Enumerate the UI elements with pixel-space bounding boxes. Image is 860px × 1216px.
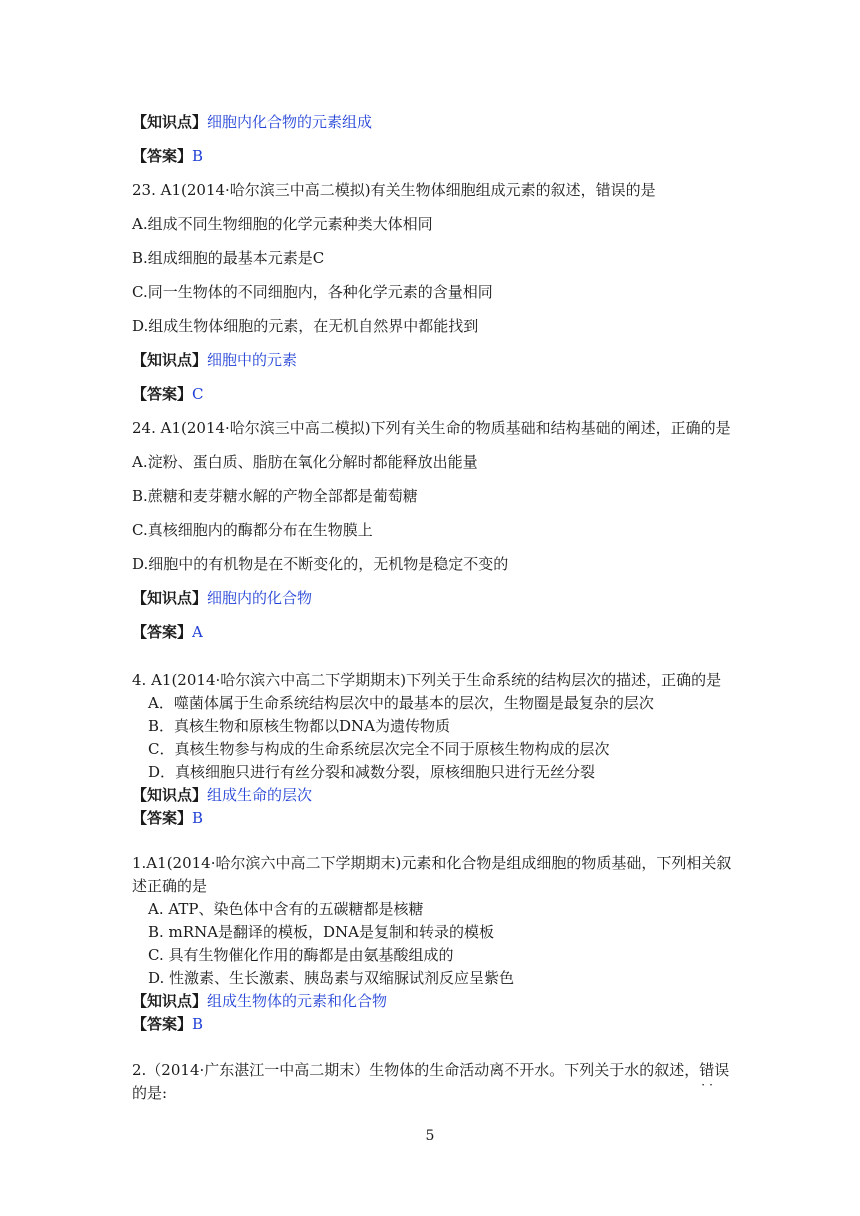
option-a: A. ATP、染色体中含有的五碳糖都是核糖 xyxy=(148,900,424,918)
question-stem: 23. A1(2014·哈尔滨三中高二模拟)有关生物体细胞组成元素的叙述，错误的是 xyxy=(132,181,656,199)
knowledge-point-line xyxy=(132,112,372,132)
knowledge-point-label: 【知识点】 xyxy=(132,351,208,369)
option-a: A．噬菌体属于生命系统结构层次中的最基本的层次，生物圈是最复杂的层次 xyxy=(148,694,654,712)
option-a: A.淀粉、蛋白质、脂肪在氧化分解时都能释放出能量 xyxy=(132,453,478,471)
knowledge-point-text: 细胞中的元素 xyxy=(207,351,298,369)
answer-value: B xyxy=(192,147,204,165)
question-stem-line2: 述正确的是 xyxy=(132,877,208,895)
question-stem: 4. A1(2014·哈尔滨六中高二下学期期末)下列关于生命系统的结构层次的描述，正确的是 xyxy=(132,671,722,689)
knowledge-point-line xyxy=(132,350,297,370)
question-stem-line1 xyxy=(132,1060,729,1080)
answer-label: 【答案】 xyxy=(132,1015,193,1033)
emphasized-word: 错误 ·· xyxy=(699,1061,729,1079)
option-c: C．真核生物参与构成的生命系统层次完全不同于原核生物构成的层次 xyxy=(148,740,610,758)
option-d: D.组成生物体细胞的元素，在无机自然界中都能找到 xyxy=(132,317,479,335)
knowledge-point-label: 【知识点】 xyxy=(132,113,208,131)
option-d: D．真核细胞只进行有丝分裂和减数分裂，原核细胞只进行无丝分裂 xyxy=(148,763,596,781)
answer-line xyxy=(132,622,203,642)
knowledge-point-label: 【知识点】 xyxy=(132,589,208,607)
option-c: C.同一生物体的不同细胞内，各种化学元素的含量相同 xyxy=(132,283,493,301)
answer-value: B xyxy=(192,809,204,827)
knowledge-point-line xyxy=(132,588,312,608)
answer-line xyxy=(132,146,203,166)
option-b: B.组成细胞的最基本元素是C xyxy=(132,249,325,267)
option-b: B．真核生物和原核生物都以DNA为遗传物质 xyxy=(148,717,451,735)
answer-line xyxy=(132,1014,203,1034)
knowledge-point-line xyxy=(132,785,312,805)
question-stem: 24. A1(2014·哈尔滨三中高二模拟)下列有关生命的物质基础和结构基础的阐述，正确的是 xyxy=(132,419,731,437)
page-number: 5 xyxy=(425,1128,435,1144)
answer-label: 【答案】 xyxy=(132,385,193,403)
question-stem-line2: 的是: xyxy=(132,1084,168,1102)
knowledge-point-text: 组成生物体的元素和化合物 xyxy=(207,992,388,1010)
answer-label: 【答案】 xyxy=(132,809,193,827)
option-b: B. mRNA是翻译的模板，DNA是复制和转录的模板 xyxy=(148,923,495,941)
knowledge-point-label: 【知识点】 xyxy=(132,992,208,1010)
answer-value: A xyxy=(192,623,203,641)
answer-line xyxy=(132,808,203,828)
knowledge-point-line xyxy=(132,991,387,1011)
option-c: C.真核细胞内的酶都分布在生物膜上 xyxy=(132,521,373,539)
answer-label: 【答案】 xyxy=(132,623,193,641)
option-d: D.细胞中的有机物是在不断变化的，无机物是稳定不变的 xyxy=(132,555,509,573)
option-d: D. 性激素、生长激素、胰岛素与双缩脲试剂反应呈紫色 xyxy=(148,969,515,987)
question-stem-text: 2.（2014·广东湛江一中高二期末）生物体的生命活动离不开水。下列关于水的叙述， xyxy=(132,1061,700,1079)
knowledge-point-text: 细胞内的化合物 xyxy=(207,589,313,607)
option-b: B.蔗糖和麦芽糖水解的产物全部都是葡萄糖 xyxy=(132,487,418,505)
answer-value: B xyxy=(192,1015,204,1033)
knowledge-point-label: 【知识点】 xyxy=(132,786,208,804)
question-stem-line1: 1.A1(2014·哈尔滨六中高二下学期期末)元素和化合物是组成细胞的物质基础，下列相关叙 xyxy=(132,854,732,872)
knowledge-point-text: 组成生命的层次 xyxy=(207,786,313,804)
answer-line xyxy=(132,384,204,404)
option-a: A.组成不同生物细胞的化学元素种类大体相同 xyxy=(132,215,433,233)
knowledge-point-text: 细胞内化合物的元素组成 xyxy=(207,113,373,131)
answer-value: C xyxy=(192,385,204,403)
option-c: C. 具有生物催化作用的酶都是由氨基酸组成的 xyxy=(148,946,454,964)
answer-label: 【答案】 xyxy=(132,147,193,165)
